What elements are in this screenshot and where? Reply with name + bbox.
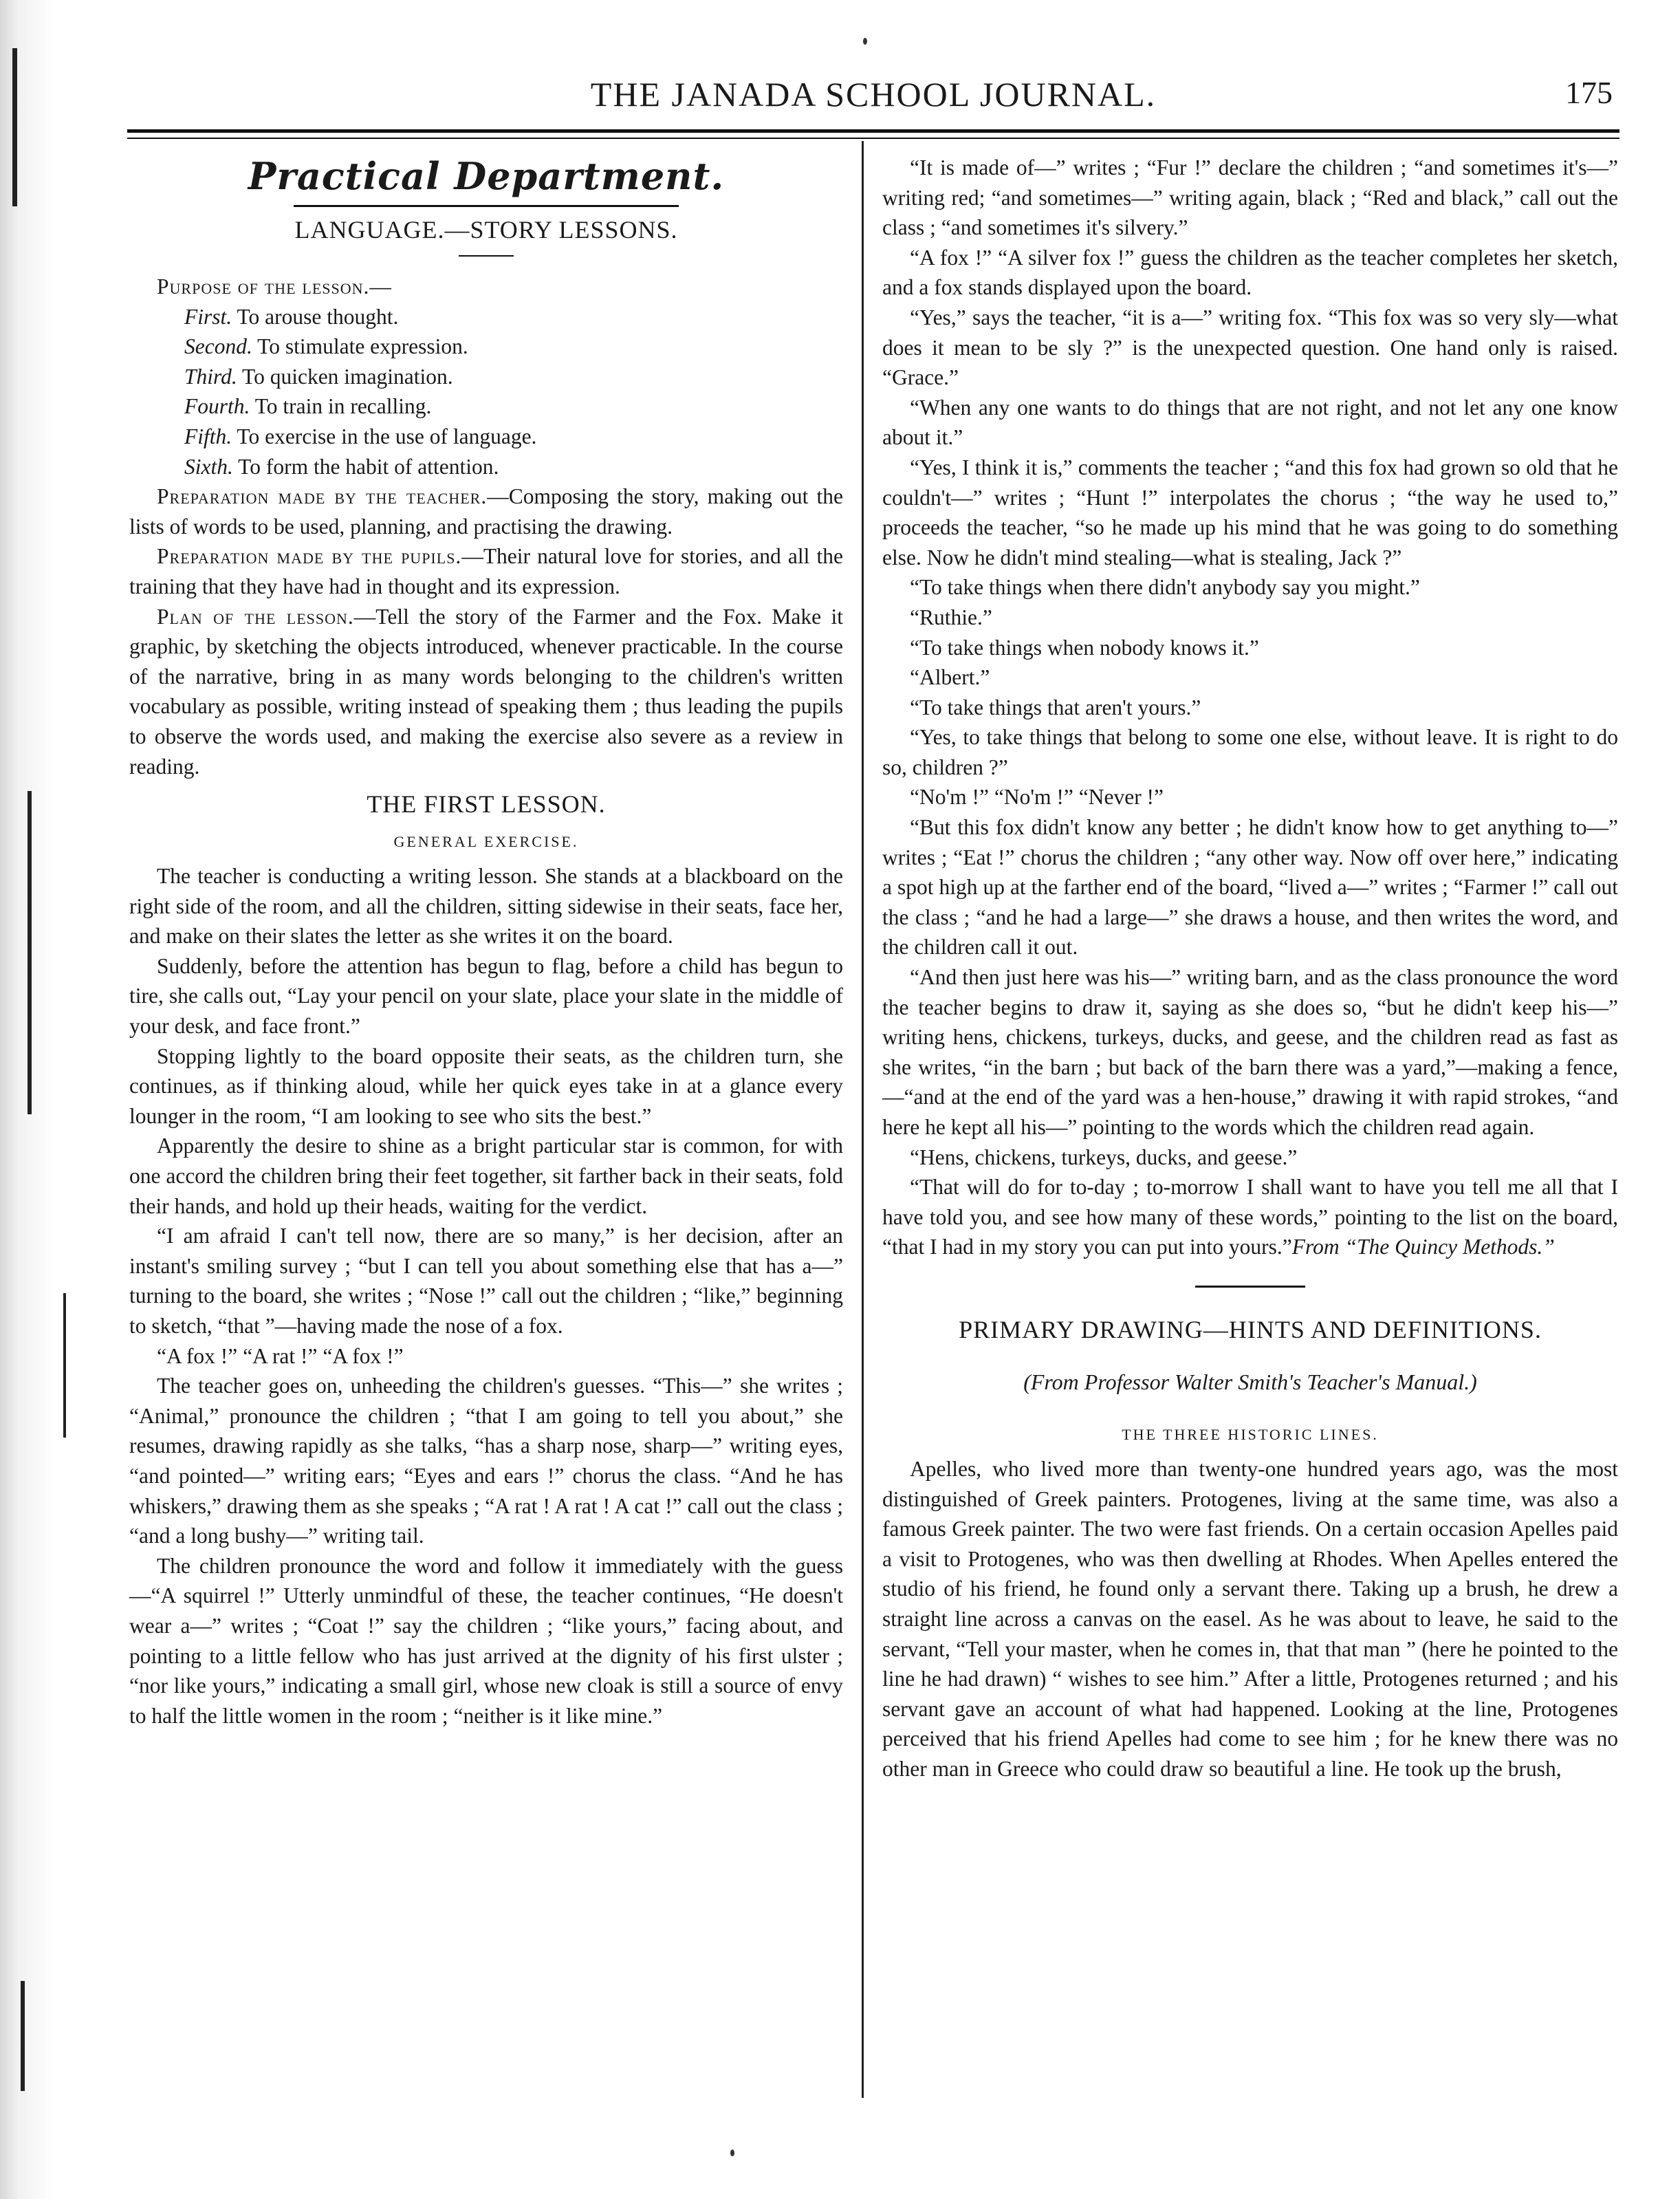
prep-teacher-paragraph: Preparation made by the teacher.—Composing the story, making out the lists of words to be used, planning, and practising the drawing. bbox=[129, 484, 843, 539]
body-paragraph: The teacher goes on, unheeding the children's guesses. “This—” she writes ; “Animal,” pronounce the children ; “that I am going to tell you about,” she resumes, drawing rapidly as she talks, “has a sharp nose, sharp—” writing eyes, “and pointed—” writing ears; “Eyes and ears !” chorus the class. “And he has whiskers,” drawing them as she speaks ; “A rat ! A rat ! A cat !” call out the class ; “and a long bushy—” writing tail. bbox=[129, 1374, 843, 1548]
short-rule bbox=[459, 255, 514, 257]
ink-spot bbox=[730, 2149, 734, 2156]
purpose-item: Second. To stimulate expression. bbox=[184, 334, 468, 359]
subheading-three-lines: THE THREE HISTORIC LINES. bbox=[1122, 1425, 1379, 1443]
subheading-general-exercise: GENERAL EXERCISE. bbox=[393, 833, 579, 851]
body-paragraph: “A fox !” “A silver fox !” guess the children as the teacher completes her sketch, and a fox stands displayed upon the board. bbox=[882, 245, 1618, 300]
body-paragraph: “Albert.” bbox=[910, 665, 990, 690]
purpose-item: Third. To quicken imagination. bbox=[184, 364, 453, 389]
section-heading-language: LANGUAGE.—STORY LESSONS. bbox=[294, 216, 678, 243]
prep-pupils-paragraph: Preparation made by the pupils.—Their natural love for stories, and all the training that they have had in thought and its expression. bbox=[129, 544, 844, 598]
section-separator bbox=[1195, 1286, 1305, 1288]
apelles-paragraph: Apelles, who lived more than twenty-one hundred years ago, was the most distinguished of Greek painters. Protogenes, living at the same time, was also a famous Greek painter. The two were fast friends. On a certain occasion Apelles paid a visit to Protogenes, who was then dwelling at Rhodes. When Apelles entered the studio of his friend, he found only a servant there. Taking up a brush, he drew a straight line across a canvas on the easel. As he was about to leave, he said to the servant, “Tell your master, when he comes in, that that man ” (here he pointed to the line he had drawn) “ wishes to see him.” After a little, Protogenes returned ; and his servant gave an account of what had happened. Looking at the line, Protogenes perceived that his friend Apelles had come to see him ; for he knew there was no other man in Greece who could draw so beautiful a line. He took up the brush, bbox=[882, 1456, 1618, 1781]
body-paragraph: “I am afraid I can't tell now, there are so many,” is her decision, after an instant's smiling survey ; “but I can tell you about something else that has a—” turning to the board, she writes ; “Nose !” call out the children ; “like,” beginning to sketch, “that ”—having made the nose of a fox. bbox=[129, 1224, 843, 1338]
body-paragraph: “Hens, chickens, turkeys, ducks, and geese.” bbox=[910, 1145, 1298, 1169]
body-paragraph: The teacher is conducting a writing lesson. She stands at a blackboard on the right side of the room, and all the children, sitting sidewise in their seats, face her, and make on their slates the letter as she writes it on the board. bbox=[129, 864, 843, 949]
right-column bbox=[882, 153, 1618, 1784]
purpose-label: Purpose of the lesson.— bbox=[157, 274, 392, 299]
body-paragraph: “A fox !” “A rat !” “A fox !” bbox=[157, 1343, 404, 1368]
edge-mark bbox=[28, 791, 32, 1114]
source-citation: From “The Quincy Methods.” bbox=[1291, 1235, 1555, 1259]
header-rule-thick bbox=[127, 129, 1619, 133]
department-rule bbox=[294, 205, 679, 207]
body-paragraph: “It is made of—” writes ; “Fur !” declare the children ; “and sometimes it's—” writing red; “and sometimes—” writing again, black ; “Red and black,” call out the class ; “and sometimes it's silvery.” bbox=[882, 155, 1618, 240]
body-paragraph: “When any one wants to do things that are not right, and not let any one know about it.” bbox=[882, 395, 1618, 450]
body-paragraph: “Yes, to take things that belong to some one else, without leave. It is right to do so, children ?” bbox=[882, 725, 1618, 779]
body-paragraph: “But this fox didn't know any better ; he didn't know how to get anything to—” writes ; “Eat !” chorus the children ; “any other way. Now off over here,” indicating a spot high up at the farther end of the board, “lived a—” writes ; “Farmer !” call out the class ; “and he had a large—” she draws a house, and then writes the word, and the children call it out. bbox=[882, 815, 1618, 960]
purpose-item: Fourth. To train in recalling. bbox=[184, 394, 432, 419]
department-title: Practical Department. bbox=[248, 154, 725, 198]
ink-spot bbox=[863, 38, 867, 45]
body-paragraph: “To take things when nobody knows it.” bbox=[910, 635, 1259, 660]
edge-mark bbox=[12, 48, 17, 206]
drawing-subheading: (From Professor Walter Smith's Teacher's Manual.) bbox=[1023, 1369, 1477, 1394]
body-paragraph: The children pronounce the word and follow it immediately with the guess—“A squirrel !” Utterly unmindful of these, the teacher continues, “He doesn't wear a—” writes ; “Coat !” say the children ; “like yours,” facing about, and pointing to a little fellow who has just arrived at the dignity of his first ulster ; “nor like yours,” indicating a small girl, whose new cloak is still a source of envy to half the little women in the room ; “neither is it like mine.” bbox=[129, 1553, 843, 1728]
closing-paragraph: “That will do for to-day ; to-morrow I shall want to have you tell me all that I have told you, and see how many of these words,” pointing to the list on the board, “that I had in my story you can put into yours.”From “The Quincy Methods.” bbox=[882, 1175, 1618, 1259]
section-heading-first-lesson: THE FIRST LESSON. bbox=[367, 790, 606, 819]
body-paragraph: Stopping lightly to the board opposite their seats, as the children turn, she continues, as if thinking aloud, while her quick eyes take in at a glance every lounger in the room, “I am looking to see who sits the best.” bbox=[129, 1043, 843, 1128]
edge-mark bbox=[63, 1293, 66, 1438]
page-header bbox=[127, 74, 1619, 129]
body-paragraph: “Ruthie.” bbox=[910, 605, 992, 629]
edge-mark bbox=[21, 1981, 25, 2091]
section-heading-primary-drawing: PRIMARY DRAWING—HINTS AND DEFINITIONS. bbox=[959, 1315, 1542, 1343]
page-number: 175 bbox=[1565, 75, 1613, 110]
header-rule-thin bbox=[127, 138, 1619, 139]
body-paragraph: “Yes, I think it is,” comments the teacher ; “and this fox had grown so old that he couldn't—” writes ; “Hunt !” interpolates the chorus ; “the way he used to,” proceeds the teacher, “so he made up his mind that he was going to do something else. Now he didn't mind stealing—what is stealing, Jack ?” bbox=[882, 455, 1618, 570]
body-paragraph: Suddenly, before the attention has begun to flag, before a child has begun to tire, she calls out, “Lay your pencil on your slate, place your slate in the middle of your desk, and face front.” bbox=[129, 953, 843, 1039]
left-column bbox=[129, 150, 843, 1731]
purpose-item: First. To arouse thought. bbox=[184, 304, 399, 329]
plan-paragraph: Plan of the lesson.—Tell the story of the Farmer and the Fox. Make it graphic, by sketching the objects introduced, whenever practicable. In the course of the narrative, bring in as many words belonging to the children's written vocabulary as possible, writing instead of speaking them ; thus leading the pupils to observe the words used, and making the exercise also severe as a review in reading. bbox=[129, 604, 843, 779]
body-paragraph: Apparently the desire to shine as a bright particular star is common, for with one accord the children bring their feet together, sit farther back in their seats, fold their hands, and hold up their heads, waiting for the verdict. bbox=[129, 1134, 843, 1218]
purpose-item: Fifth. To exercise in the use of language. bbox=[184, 424, 537, 448]
purpose-list bbox=[184, 302, 843, 482]
purpose-item: Sixth. To form the habit of attention. bbox=[184, 454, 499, 479]
body-paragraph: “And then just here was his—” writing barn, and as the class pronounce the word the teacher begins to draw it, saying as she does so, “but he didn't keep his—” writing hens, chickens, turkeys, ducks, and geese, and the children read as fast as she writes, “in the barn ; but back of the barn there was a yard,”—making a fence,—“and at the end of the yard was a hen-house,” drawing it with rapid strokes, “and here he kept all his—” pointing to the words which the children read again. bbox=[882, 965, 1618, 1139]
body-paragraph: “Yes,” says the teacher, “it is a—” writing fox. “This fox was so very sly—what does it mean to be sly ?” is the unexpected question. One hand only is raised. “Grace.” bbox=[882, 305, 1618, 390]
body-paragraph: “To take things that aren't yours.” bbox=[910, 695, 1201, 719]
body-paragraph: “To take things when there didn't anybody say you might.” bbox=[910, 575, 1420, 600]
body-paragraph: “No'm !” “No'm !” “Never !” bbox=[910, 785, 1164, 810]
column-divider bbox=[862, 141, 864, 2098]
journal-title: THE JANADA SCHOOL JOURNAL. bbox=[590, 75, 1157, 113]
